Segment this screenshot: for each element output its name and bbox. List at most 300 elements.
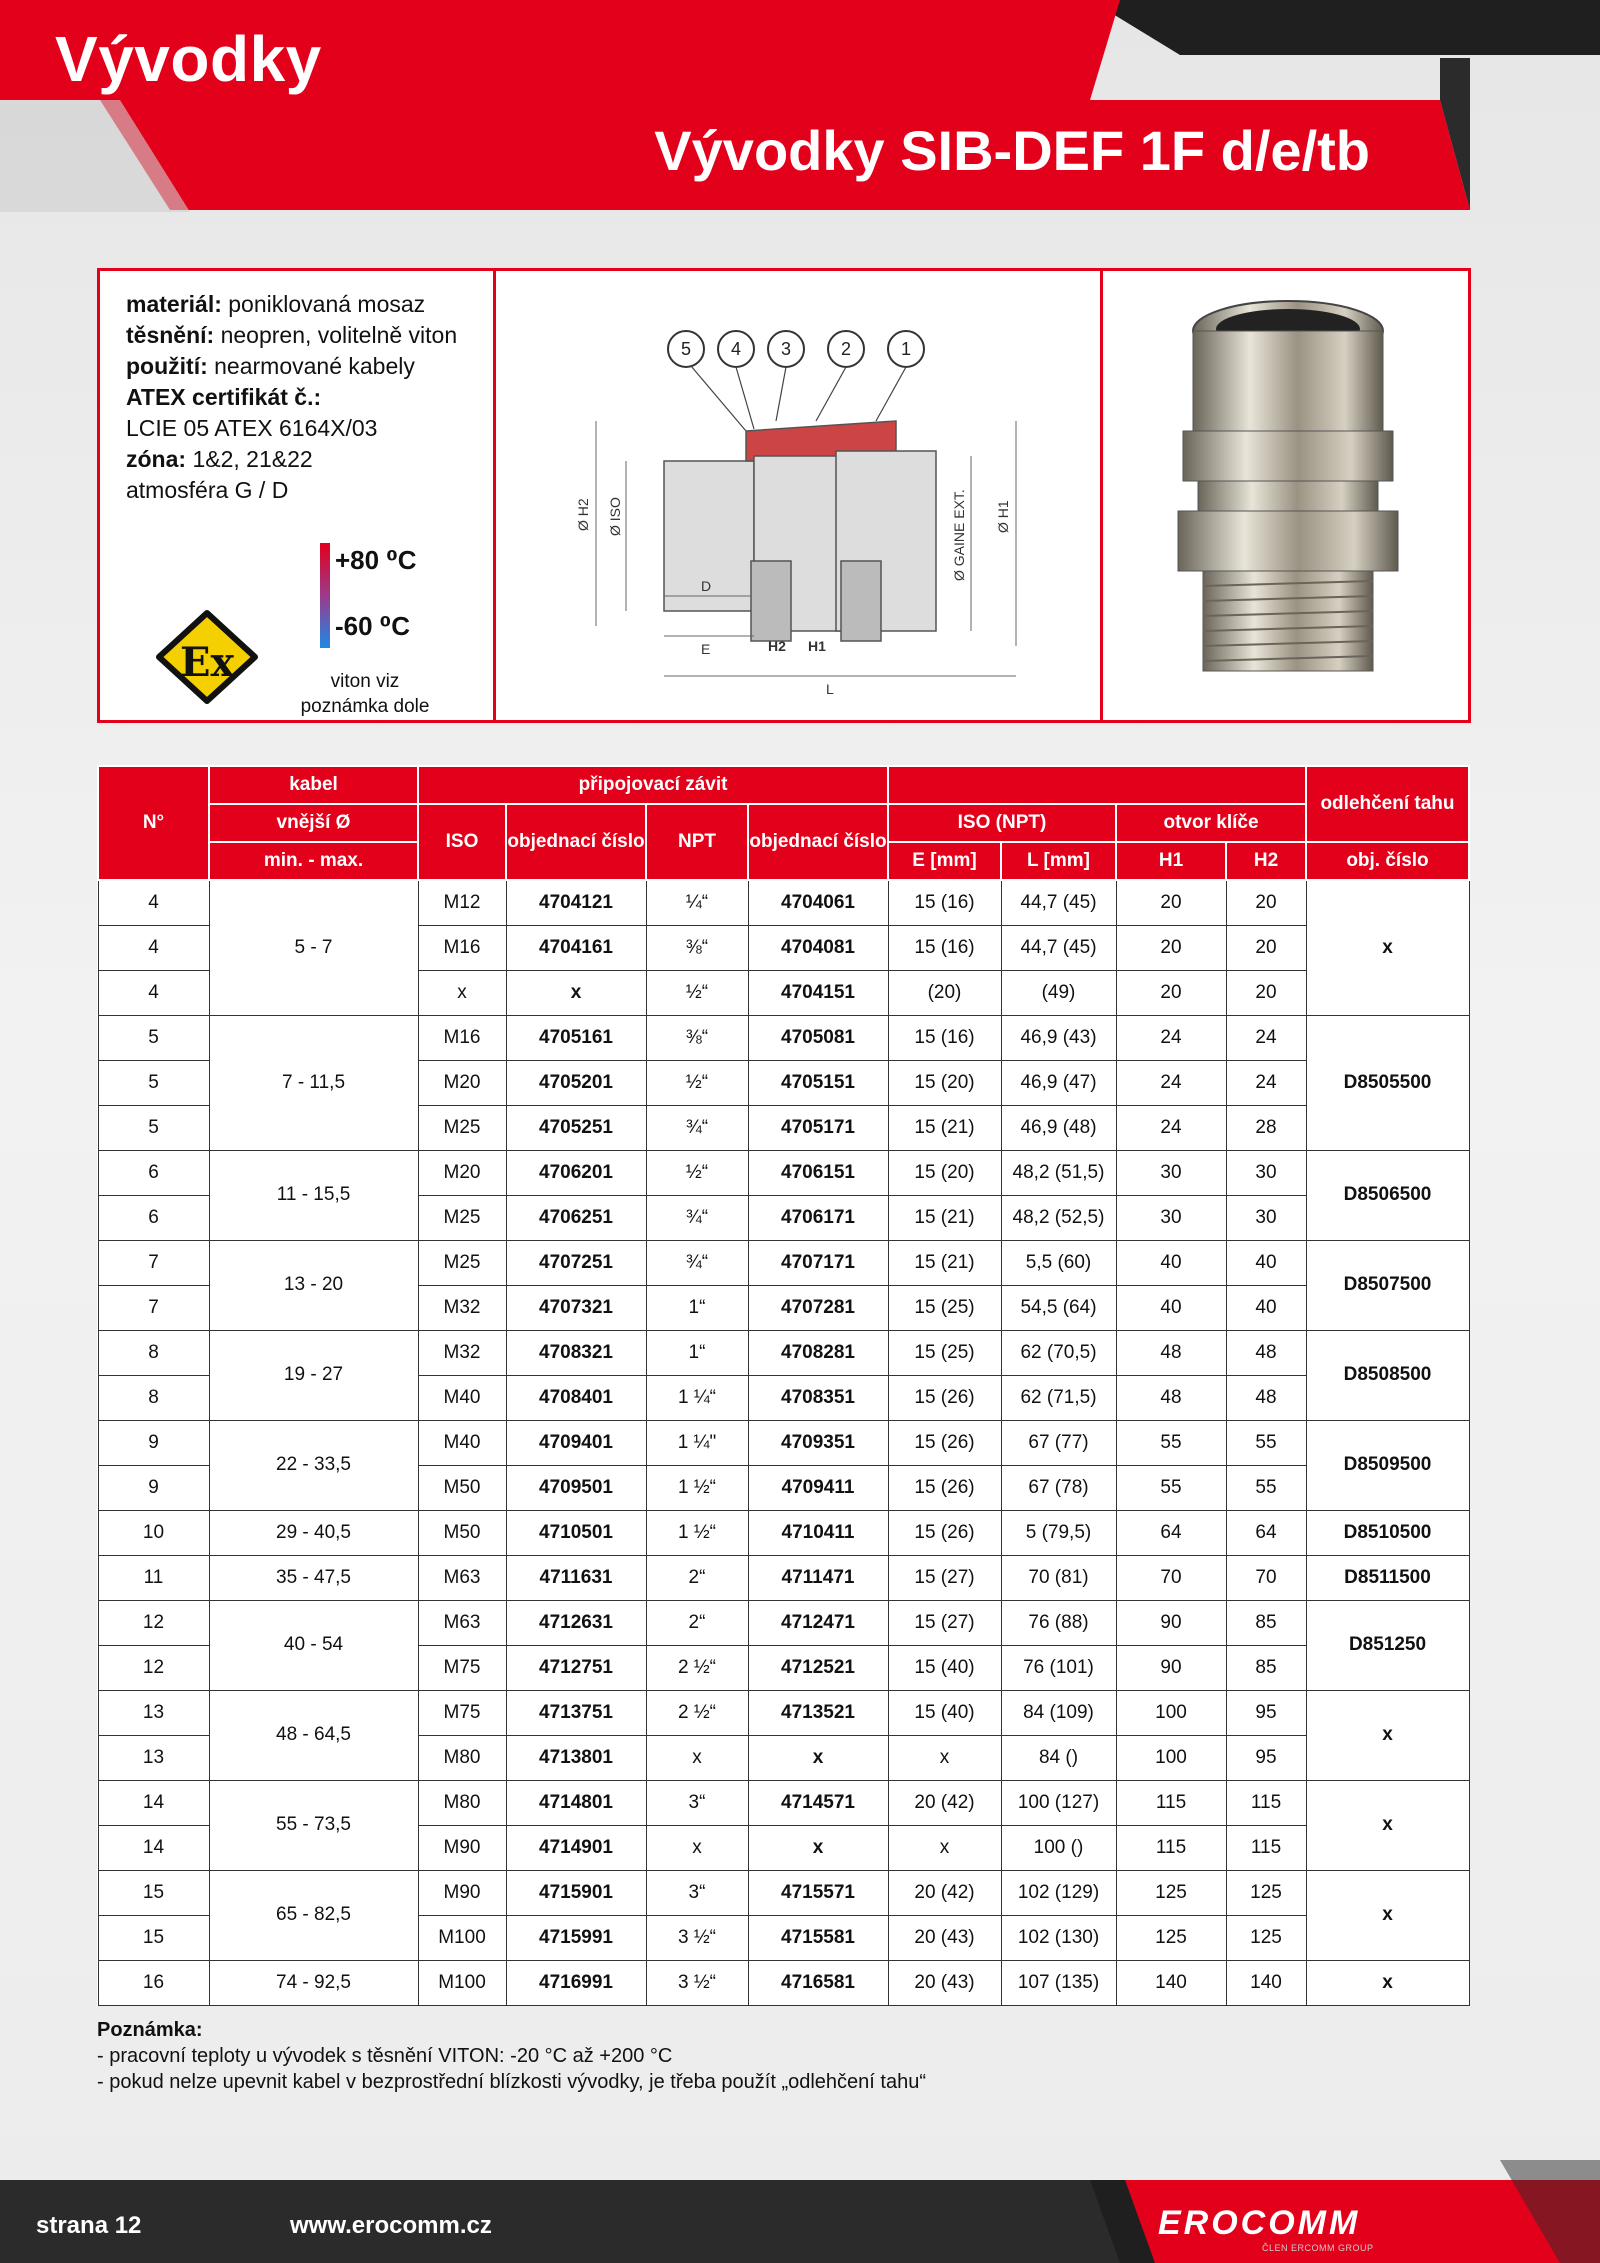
- table-cell: 102 (129): [1001, 1870, 1116, 1915]
- table-cell: 55: [1226, 1465, 1306, 1510]
- table-cell: 15 (16): [888, 925, 1001, 970]
- table-cell: ½“: [646, 970, 748, 1015]
- spec-list: [126, 289, 493, 506]
- table-cell: x: [1306, 1690, 1469, 1780]
- notes: [97, 2017, 926, 2095]
- table-cell: 90: [1116, 1645, 1226, 1690]
- table-cell: 15 (21): [888, 1195, 1001, 1240]
- table-cell: 85: [1226, 1600, 1306, 1645]
- table-cell: 4705201: [506, 1060, 646, 1105]
- temperature-scale: [320, 543, 330, 648]
- table-cell: 65 - 82,5: [209, 1870, 418, 1960]
- dim-h2: Ø H2: [575, 498, 591, 531]
- table-cell: D8507500: [1306, 1240, 1469, 1330]
- table-cell: 55: [1116, 1465, 1226, 1510]
- col-header-odlehceni: odlehčení tahu: [1306, 766, 1469, 842]
- table-cell: 3 ½“: [646, 1960, 748, 2005]
- table-cell: M50: [418, 1510, 506, 1555]
- table-cell: M40: [418, 1420, 506, 1465]
- table-cell: 62 (71,5): [1001, 1375, 1116, 1420]
- col-header-iso-npt: ISO (NPT): [888, 804, 1116, 842]
- website-link[interactable]: www.erocomm.cz: [290, 2212, 492, 2239]
- table-cell: 48: [1116, 1375, 1226, 1420]
- table-cell: 85: [1226, 1645, 1306, 1690]
- table-cell: 1“: [646, 1285, 748, 1330]
- callout-2: 2: [840, 339, 852, 359]
- spec-line: [126, 413, 493, 444]
- table-cell: M50: [418, 1465, 506, 1510]
- spec-value: poniklovaná mosaz: [221, 291, 426, 317]
- table-cell: 20: [1226, 925, 1306, 970]
- table-cell: 15 (25): [888, 1330, 1001, 1375]
- table-cell: (20): [888, 970, 1001, 1015]
- table-cell: 20 (43): [888, 1960, 1001, 2005]
- table-cell: 100: [1116, 1735, 1226, 1780]
- table-cell: x: [646, 1735, 748, 1780]
- table-cell: 4704061: [748, 880, 888, 925]
- table-cell: 3 ½“: [646, 1915, 748, 1960]
- table-cell: 125: [1226, 1870, 1306, 1915]
- table-cell: 15 (20): [888, 1150, 1001, 1195]
- table-cell: 4705251: [506, 1105, 646, 1150]
- table-cell: ½“: [646, 1150, 748, 1195]
- table-cell: ¾“: [646, 1195, 748, 1240]
- col-header-h2: H2: [1226, 842, 1306, 880]
- table-cell: ¼“: [646, 880, 748, 925]
- table-cell: 24: [1116, 1060, 1226, 1105]
- table-cell: 12: [98, 1645, 209, 1690]
- table-cell: 15 (26): [888, 1465, 1001, 1510]
- table-cell: 46,9 (47): [1001, 1060, 1116, 1105]
- table-cell: 15 (26): [888, 1375, 1001, 1420]
- table-cell: 4705171: [748, 1105, 888, 1150]
- table-cell: M80: [418, 1780, 506, 1825]
- table-cell: 4: [98, 880, 209, 925]
- table-cell: 4715571: [748, 1870, 888, 1915]
- note-line-2: - pokud nelze upevnit kabel v bezprostřední blízkosti vývodky, je třeba použít „odlehčení tahu“: [97, 2071, 926, 2093]
- table-cell: 11: [98, 1555, 209, 1600]
- table-cell: M90: [418, 1825, 506, 1870]
- spec-line: [126, 382, 493, 413]
- table-cell: M32: [418, 1330, 506, 1375]
- table-cell: 8: [98, 1375, 209, 1420]
- note-line-1: - pracovní teploty u vývodek s těsnění VITON: -20 °C až +200 °C: [97, 2045, 673, 2067]
- table-cell: 115: [1226, 1825, 1306, 1870]
- table-cell: M63: [418, 1600, 506, 1645]
- col-header-vnejsi: vnější Ø: [209, 804, 418, 842]
- table-cell: 13: [98, 1735, 209, 1780]
- table-cell: 4709351: [748, 1420, 888, 1465]
- col-header-l: L [mm]: [1001, 842, 1116, 880]
- table-cell: 15: [98, 1915, 209, 1960]
- col-header-npt: NPT: [646, 804, 748, 880]
- table-row: [98, 1780, 1469, 1825]
- table-row: [98, 1870, 1469, 1915]
- table-cell: 140: [1226, 1960, 1306, 2005]
- table-cell: 84 (): [1001, 1735, 1116, 1780]
- spec-line: [126, 475, 493, 506]
- dim-gaine: Ø GAINE EXT.: [951, 489, 967, 581]
- table-cell: 5: [98, 1105, 209, 1150]
- table-cell: 125: [1116, 1870, 1226, 1915]
- table-cell: 20 (42): [888, 1870, 1001, 1915]
- table-cell: 115: [1116, 1780, 1226, 1825]
- cross-section-drawing: [496, 271, 1100, 720]
- table-cell: 46,9 (43): [1001, 1015, 1116, 1060]
- table-cell: 55: [1226, 1420, 1306, 1465]
- table-row: [98, 1690, 1469, 1735]
- table-cell: 40: [1116, 1285, 1226, 1330]
- table-cell: ¾“: [646, 1240, 748, 1285]
- product-photo: [1103, 271, 1468, 720]
- table-cell: 15 (21): [888, 1240, 1001, 1285]
- table-cell: 24: [1116, 1015, 1226, 1060]
- table-cell: M80: [418, 1735, 506, 1780]
- table-cell: M32: [418, 1285, 506, 1330]
- table-cell: 19 - 27: [209, 1330, 418, 1420]
- table-cell: 40 - 54: [209, 1600, 418, 1690]
- table-cell: D8509500: [1306, 1420, 1469, 1510]
- table-row: [98, 1555, 1469, 1600]
- table-cell: 4715581: [748, 1915, 888, 1960]
- erocomm-logo: EROCOMM: [1158, 2204, 1361, 2242]
- table-row: [98, 1240, 1469, 1285]
- table-cell: x: [888, 1825, 1001, 1870]
- temperature-max: +80 ⁰C: [335, 545, 417, 575]
- table-cell: 4707251: [506, 1240, 646, 1285]
- table-cell: 4716991: [506, 1960, 646, 2005]
- table-cell: 15 (27): [888, 1555, 1001, 1600]
- table-cell: M40: [418, 1375, 506, 1420]
- table-cell: 10: [98, 1510, 209, 1555]
- spec-value: nearmované kabely: [207, 353, 415, 379]
- table-cell: 15 (27): [888, 1600, 1001, 1645]
- table-cell: 4704161: [506, 925, 646, 970]
- notes-heading: Poznámka:: [97, 2019, 203, 2041]
- table-cell: 15: [98, 1870, 209, 1915]
- table-cell: 100 (127): [1001, 1780, 1116, 1825]
- callout-4: 4: [730, 339, 742, 359]
- table-cell: x: [748, 1735, 888, 1780]
- spec-line: [126, 351, 493, 382]
- table-cell: 67 (78): [1001, 1465, 1116, 1510]
- table-cell: 4708351: [748, 1375, 888, 1420]
- table-cell: 6: [98, 1150, 209, 1195]
- viton-note-line1: viton viz: [330, 671, 400, 692]
- table-cell: M100: [418, 1915, 506, 1960]
- table-cell: x: [506, 970, 646, 1015]
- callout-5: 5: [680, 339, 692, 359]
- product-title: Vývodky SIB-DEF 1F d/e/tb: [654, 119, 1370, 182]
- table-cell: 20 (42): [888, 1780, 1001, 1825]
- table-cell: 5,5 (60): [1001, 1240, 1116, 1285]
- table-cell: 1 ½“: [646, 1465, 748, 1510]
- table-cell: 102 (130): [1001, 1915, 1116, 1960]
- table-cell: D8508500: [1306, 1330, 1469, 1420]
- table-cell: M75: [418, 1645, 506, 1690]
- table-cell: 84 (109): [1001, 1690, 1116, 1735]
- table-cell: M12: [418, 880, 506, 925]
- table-cell: 16: [98, 1960, 209, 2005]
- table-cell: 2“: [646, 1555, 748, 1600]
- col-header-pripojovaci: připojovací závit: [418, 766, 888, 804]
- table-cell: 55: [1116, 1420, 1226, 1465]
- col-header-h1: H1: [1116, 842, 1226, 880]
- table-cell: 4712471: [748, 1600, 888, 1645]
- table-cell: 22 - 33,5: [209, 1420, 418, 1510]
- table-cell: M63: [418, 1555, 506, 1600]
- col-header-no: N°: [98, 766, 209, 880]
- table-cell: 48,2 (52,5): [1001, 1195, 1116, 1240]
- table-cell: 20: [1116, 880, 1226, 925]
- spec-value: 1&2, 21&22: [186, 446, 313, 472]
- viton-note-line2: poznámka dole: [300, 696, 430, 717]
- table-cell: 40: [1226, 1285, 1306, 1330]
- table-row: [98, 1510, 1469, 1555]
- spec-value: LCIE 05 ATEX 6164X/03: [126, 415, 378, 441]
- table-cell: 115: [1226, 1780, 1306, 1825]
- table-cell: 4708281: [748, 1330, 888, 1375]
- table-cell: x: [748, 1825, 888, 1870]
- table-cell: M25: [418, 1195, 506, 1240]
- table-cell: 7: [98, 1240, 209, 1285]
- table-cell: 4709501: [506, 1465, 646, 1510]
- table-cell: 4713801: [506, 1735, 646, 1780]
- erocomm-logo-subtitle: ČLEN ERCOMM GROUP: [1262, 2243, 1374, 2253]
- table-cell: 5 (79,5): [1001, 1510, 1116, 1555]
- table-cell: 70 (81): [1001, 1555, 1116, 1600]
- table-cell: 1 ¼": [646, 1420, 748, 1465]
- table-cell: 48: [1226, 1375, 1306, 1420]
- table-cell: 3“: [646, 1780, 748, 1825]
- table-cell: 5 - 7: [209, 880, 418, 1015]
- table-cell: 4705161: [506, 1015, 646, 1060]
- label-h1: H1: [808, 638, 826, 654]
- table-cell: 4: [98, 970, 209, 1015]
- table-cell: 4711631: [506, 1555, 646, 1600]
- table-row: [98, 1600, 1469, 1645]
- brand-title: Vývodky: [55, 23, 322, 95]
- table-cell: 100: [1116, 1690, 1226, 1735]
- spec-label: ATEX certifikát č.:: [126, 384, 322, 410]
- table-row: [98, 1960, 1469, 2005]
- spec-label: těsnění:: [126, 322, 215, 348]
- temperature-min: -60 ⁰C: [335, 611, 410, 641]
- table-cell: 74 - 92,5: [209, 1960, 418, 2005]
- table-cell: 4704081: [748, 925, 888, 970]
- table-cell: 2“: [646, 1600, 748, 1645]
- col-header-e: E [mm]: [888, 842, 1001, 880]
- table-cell: 3“: [646, 1870, 748, 1915]
- technical-drawing: [496, 271, 1103, 720]
- table-cell: 20: [1116, 970, 1226, 1015]
- table-cell: 4714801: [506, 1780, 646, 1825]
- table-cell: x: [888, 1735, 1001, 1780]
- table-cell: 4707321: [506, 1285, 646, 1330]
- table-cell: 4710501: [506, 1510, 646, 1555]
- table-cell: 48: [1226, 1330, 1306, 1375]
- table-cell: 70: [1226, 1555, 1306, 1600]
- table-cell: 4707281: [748, 1285, 888, 1330]
- table-cell: 30: [1226, 1150, 1306, 1195]
- table-cell: 7 - 11,5: [209, 1015, 418, 1150]
- table-cell: M16: [418, 1015, 506, 1060]
- spec-label: zóna:: [126, 446, 187, 472]
- table-cell: 4714571: [748, 1780, 888, 1825]
- table-cell: 29 - 40,5: [209, 1510, 418, 1555]
- spec-value: atmosféra G / D: [126, 477, 289, 503]
- table-cell: 4715901: [506, 1870, 646, 1915]
- table-cell: 1“: [646, 1330, 748, 1375]
- table-cell: M25: [418, 1240, 506, 1285]
- callout-1: 1: [900, 339, 912, 359]
- table-cell: 15 (26): [888, 1420, 1001, 1465]
- dim-e: E: [701, 641, 711, 657]
- table-cell: 76 (88): [1001, 1600, 1116, 1645]
- table-cell: 55 - 73,5: [209, 1780, 418, 1870]
- table-cell: 4713751: [506, 1690, 646, 1735]
- label-h2: H2: [768, 638, 786, 654]
- table-cell: 4705151: [748, 1060, 888, 1105]
- table-cell: 24: [1226, 1060, 1306, 1105]
- table-cell: D8505500: [1306, 1015, 1469, 1150]
- spec-panel: [100, 271, 496, 720]
- table-cell: 4708321: [506, 1330, 646, 1375]
- table-cell: M100: [418, 1960, 506, 2005]
- dim-l: L: [826, 681, 834, 697]
- product-info-box: [97, 268, 1471, 723]
- table-cell: 48 - 64,5: [209, 1690, 418, 1780]
- cable-gland-image: [1103, 271, 1468, 720]
- spec-line: [126, 320, 493, 351]
- table-cell: 6: [98, 1195, 209, 1240]
- table-cell: 5: [98, 1015, 209, 1060]
- col-header-blank: [888, 766, 1306, 804]
- table-cell: 15 (26): [888, 1510, 1001, 1555]
- table-cell: 140: [1116, 1960, 1226, 2005]
- col-header-obj2: objednací číslo: [748, 804, 888, 880]
- table-cell: 14: [98, 1780, 209, 1825]
- table-cell: 2 ½“: [646, 1645, 748, 1690]
- table-body: [98, 880, 1469, 2005]
- table-cell: 64: [1116, 1510, 1226, 1555]
- table-row: [98, 1420, 1469, 1465]
- table-cell: 95: [1226, 1735, 1306, 1780]
- callout-3: 3: [780, 339, 792, 359]
- table-cell: x: [1306, 1870, 1469, 1960]
- table-cell: 4715991: [506, 1915, 646, 1960]
- table-cell: 95: [1226, 1690, 1306, 1735]
- table-cell: 4712631: [506, 1600, 646, 1645]
- table-cell: 4706171: [748, 1195, 888, 1240]
- table-cell: 48,2 (51,5): [1001, 1150, 1116, 1195]
- table-cell: 4704151: [748, 970, 888, 1015]
- table-cell: 64: [1226, 1510, 1306, 1555]
- table-cell: 67 (77): [1001, 1420, 1116, 1465]
- table-cell: D8511500: [1306, 1555, 1469, 1600]
- table-cell: 15 (40): [888, 1690, 1001, 1735]
- col-header-minmax: min. - max.: [209, 842, 418, 880]
- table-cell: 24: [1226, 1015, 1306, 1060]
- dim-h1: Ø H1: [995, 500, 1011, 533]
- col-header-iso: ISO: [418, 804, 506, 880]
- product-table: [97, 765, 1470, 2006]
- table-cell: ¾“: [646, 1105, 748, 1150]
- table-row: [98, 880, 1469, 925]
- page-number: strana 12: [36, 2212, 142, 2239]
- table-cell: 90: [1116, 1600, 1226, 1645]
- table-cell: 4: [98, 925, 209, 970]
- table-cell: 20 (43): [888, 1915, 1001, 1960]
- dim-d: D: [701, 578, 712, 594]
- table-cell: 11 - 15,5: [209, 1150, 418, 1240]
- col-header-objcislo: obj. číslo: [1306, 842, 1469, 880]
- table-cell: 1 ¼“: [646, 1375, 748, 1420]
- col-header-obj1: objednací číslo: [506, 804, 646, 880]
- table-cell: M75: [418, 1690, 506, 1735]
- table-cell: ½“: [646, 1060, 748, 1105]
- table-row: [98, 1015, 1469, 1060]
- table-cell: M20: [418, 1150, 506, 1195]
- table-cell: 4712521: [748, 1645, 888, 1690]
- table-cell: ⅜“: [646, 1015, 748, 1060]
- table-cell: x: [1306, 1780, 1469, 1870]
- table-cell: x: [1306, 1960, 1469, 2005]
- spec-label: materiál:: [126, 291, 222, 317]
- table-cell: 4710411: [748, 1510, 888, 1555]
- table-cell: 28: [1226, 1105, 1306, 1150]
- table-cell: 20: [1226, 880, 1306, 925]
- table-cell: 15 (40): [888, 1645, 1001, 1690]
- spec-value: neopren, volitelně viton: [214, 322, 458, 348]
- spec-line: [126, 289, 493, 320]
- table-cell: 40: [1116, 1240, 1226, 1285]
- table-cell: 9: [98, 1465, 209, 1510]
- col-header-kabel: kabel: [209, 766, 418, 804]
- table-cell: 20: [1116, 925, 1226, 970]
- table-cell: 13 - 20: [209, 1240, 418, 1330]
- table-cell: x: [646, 1825, 748, 1870]
- table-cell: 115: [1116, 1825, 1226, 1870]
- table-cell: 15 (20): [888, 1060, 1001, 1105]
- table-cell: M25: [418, 1105, 506, 1150]
- table-cell: 4706201: [506, 1150, 646, 1195]
- table-cell: x: [418, 970, 506, 1015]
- table-cell: 46,9 (48): [1001, 1105, 1116, 1150]
- table-cell: (49): [1001, 970, 1116, 1015]
- ex-mark-text: Ex: [180, 639, 235, 686]
- table-cell: M90: [418, 1870, 506, 1915]
- table-cell: 30: [1116, 1150, 1226, 1195]
- table-cell: 4716581: [748, 1960, 888, 2005]
- table-cell: 48: [1116, 1330, 1226, 1375]
- table-cell: 125: [1226, 1915, 1306, 1960]
- table-cell: 4707171: [748, 1240, 888, 1285]
- table-cell: 9: [98, 1420, 209, 1465]
- col-header-otvor: otvor klíče: [1116, 804, 1306, 842]
- table-cell: 4714901: [506, 1825, 646, 1870]
- table-cell: 7: [98, 1285, 209, 1330]
- table-cell: 70: [1116, 1555, 1226, 1600]
- table-cell: M16: [418, 925, 506, 970]
- table-cell: M20: [418, 1060, 506, 1105]
- viton-note: [290, 669, 440, 719]
- table-cell: 76 (101): [1001, 1645, 1116, 1690]
- table-cell: 30: [1226, 1195, 1306, 1240]
- table-cell: 4708401: [506, 1375, 646, 1420]
- dim-iso: Ø ISO: [607, 497, 623, 536]
- table-cell: 125: [1116, 1915, 1226, 1960]
